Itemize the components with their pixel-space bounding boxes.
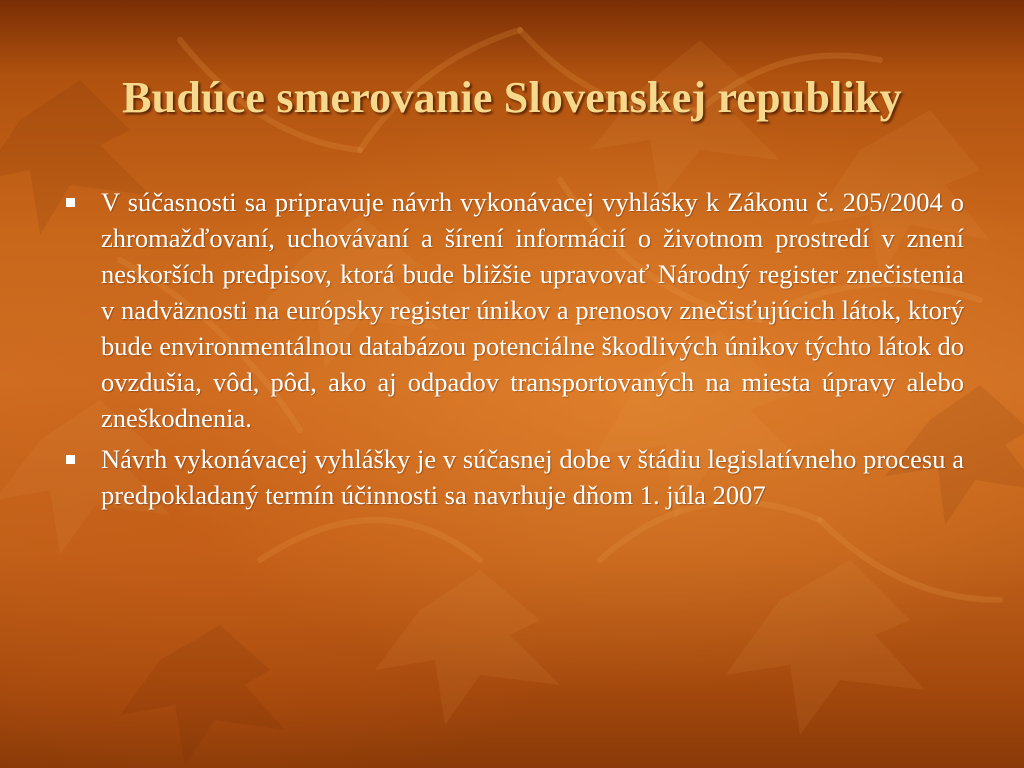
bullet-item [64, 441, 964, 513]
square-bullet-icon [66, 455, 75, 464]
bullet-text: Návrh vykonávacej vyhlášky je v súčasnej dobe v štádiu legislatívneho procesu a predpokladaný termín účinnosti sa navrhuje dňom 1. júla 2007 [101, 444, 964, 510]
slide-title: Budúce smerovanie Slovenskej republiky [122, 73, 902, 122]
bullet-item [64, 184, 964, 436]
square-bullet-icon [66, 198, 75, 207]
bullet-list [64, 184, 964, 518]
bullet-text: V súčasnosti sa pripravuje návrh vykonávacej vyhlášky k Zákonu č. 205/2004 o zhromažďovaní, uchovávaní a šírení informácií o životnom prostredí v znení neskorších predpisov, ktorá bude bližšie upravovať Národný register znečistenia v nadväznosti na európsky register únikov a prenosov znečisťujúcich látok, ktorý bude environmentálnou databázou potenciálne škodlivých únikov týchto látok do ovzdušia, vôd, pôd, ako aj odpadov transportovaných na miesta úpravy alebo zneškodnenia. [101, 187, 964, 433]
